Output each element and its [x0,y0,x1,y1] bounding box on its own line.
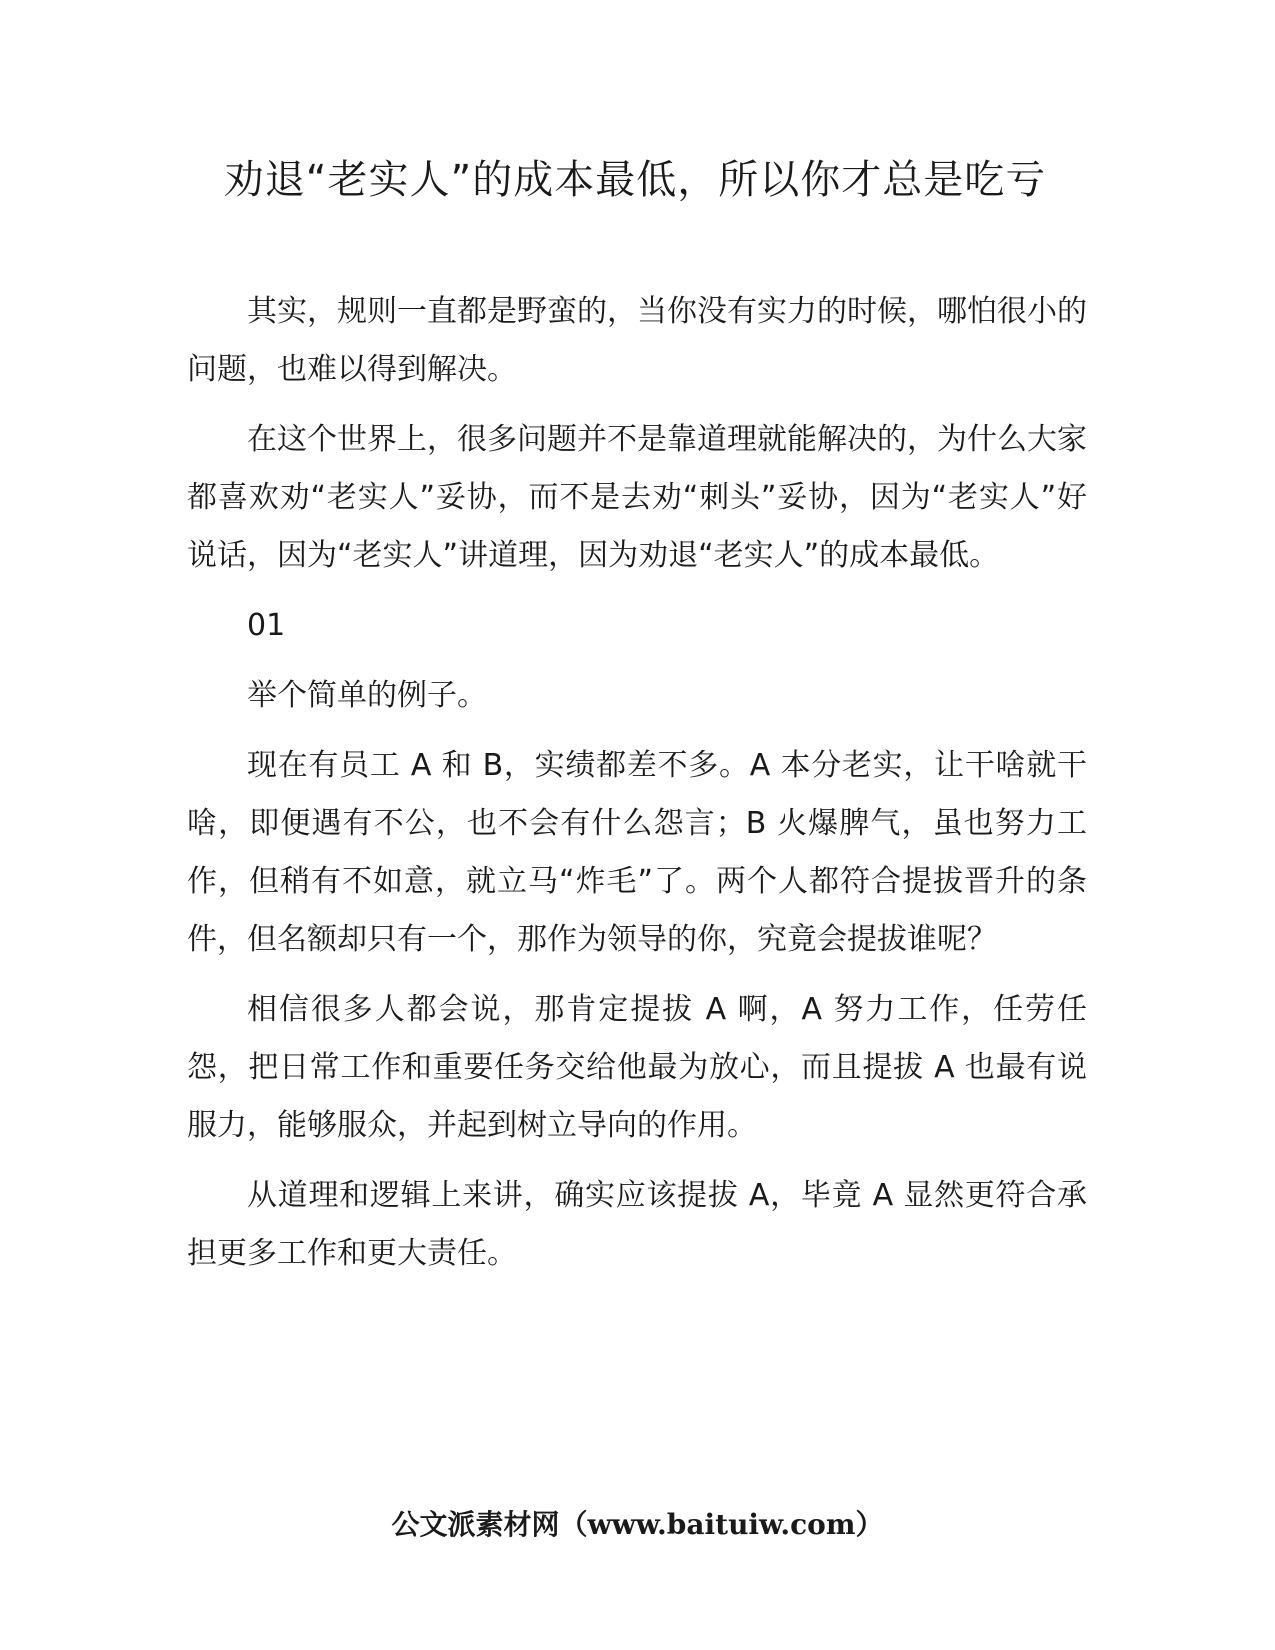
paragraph-4: 现在有员工 A 和 B，实绩都差不多。A 本分老实，让干啥就干啥，即便遇有不公，也不会有什么怨言；B 火爆脾气，虽也努力工作，但稍有不如意，就立马“炸毛”了。两个人都符合提拔晋升的条件，但名额却只有一个，那作为领导的你，究竟会提拔谁呢？ [187,748,1087,957]
paragraph-6: 从道理和逻辑上来讲，确实应该提拔 A，毕竟 A 显然更符合承担更多工作和更大责任。 [187,1178,1087,1271]
paragraph-2: 在这个世界上，很多问题并不是靠道理就能解决的，为什么大家都喜欢劝“老实人”妥协，而不是去劝“刺头”妥协，因为“老实人”好说话，因为“老实人”讲道理，因为劝退“老实人”的成本最低。 [187,422,1087,573]
document-body [187,283,1087,1295]
section-number: 01 [247,608,286,643]
paragraph-5: 相信很多人都会说，那肯定提拔 A 啊，A 努力工作，任劳任怨，把日常工作和重要任务交给他最为放心，而且提拔 A 也最有说服力，能够服众，并起到树立导向的作用。 [187,992,1087,1143]
paragraph-3: 举个简单的例子。 [247,678,487,713]
document-title: 劝退“老实人”的成本最低，所以你才总是吃亏 [223,157,1047,203]
page-footer: 公文派素材网（www.baituiw.com） [391,1508,884,1541]
paragraph-1: 其实，规则一直都是野蛮的，当你没有实力的时候，哪怕很小的问题，也难以得到解决。 [187,294,1087,387]
